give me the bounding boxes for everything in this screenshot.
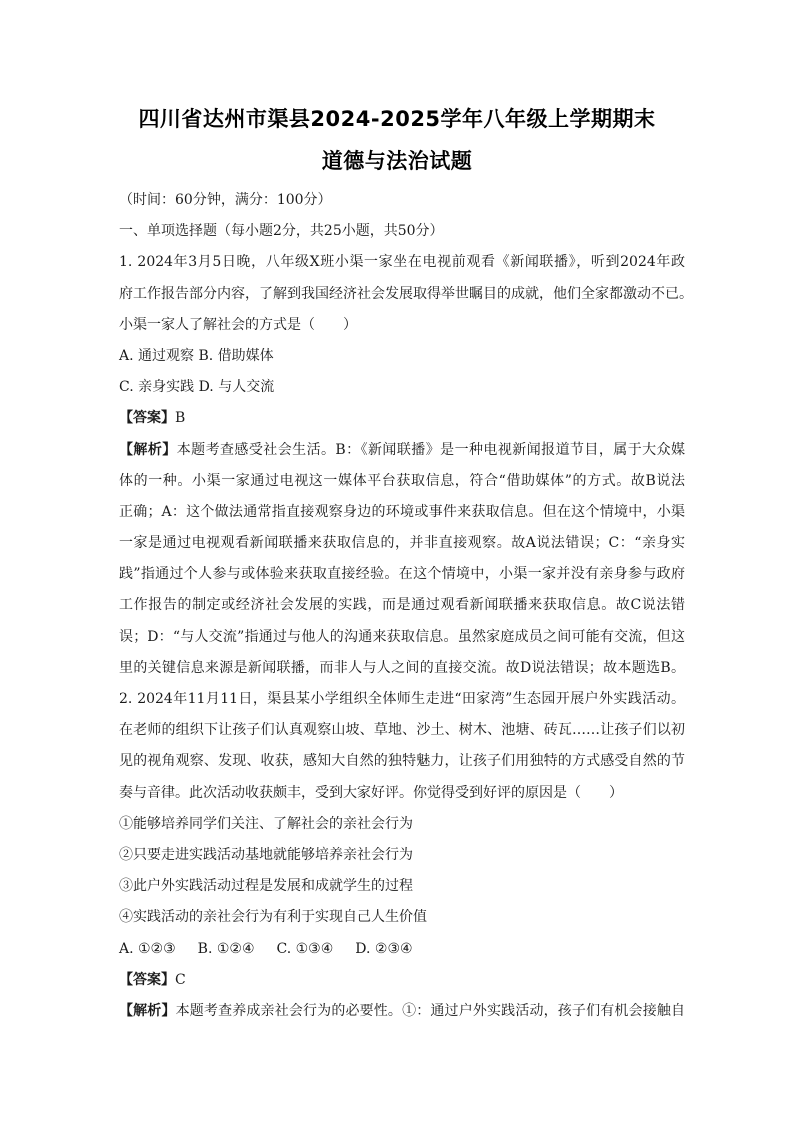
q2-statement: ④实践活动的亲社会行为有利于实现自己人生价值 (119, 909, 427, 926)
answer-label: 【答案】 (119, 971, 175, 988)
q2-stem-line: 在老师的组织下让孩子们认真观察山坡、草地、沙土、树木、池塘、砖瓦……让孩子们以初 (119, 722, 685, 739)
q1-analysis-line: 一家是通过电视观看新闻联播来获取信息的，并非直接观察。故A说法错误；C：“亲身实 (119, 535, 685, 552)
section-title: 一、单项选择题（每小题2分，共25小题，共50分） (119, 223, 444, 240)
answer-value: B (175, 410, 186, 427)
q2-option-c: C. ①③④ (276, 940, 334, 957)
q2-statement: ③此户外实践活动过程是发展和成就学生的过程 (119, 878, 413, 895)
q2-statement: ②只要走进实践活动基地就能够培养亲社会行为 (119, 846, 413, 863)
analysis-text: 本题考查感受社会生活。B：《新闻联播》是一种电视新闻报道节目，属于大众媒 (176, 441, 685, 458)
q1-analysis-line: 工作报告的制定或经济社会发展的实践，而是通过观看新闻联播来获取信息。故C说法错 (119, 597, 685, 614)
q1-analysis-line: 体的一种。小渠一家通过电视这一媒体平台获取信息，符合“借助媒体”的方式。故B说法 (119, 472, 685, 489)
analysis-text: 本题考查养成亲社会行为的必要性。①：通过户外实践活动，孩子们有机会接触自 (175, 1002, 686, 1019)
document-title: 四川省达州市渠县2024-2025学年八年级上学期期末 (138, 107, 656, 131)
q2-stem-line: 奏与音律。此次活动收获颇丰，受到大家好评。你觉得受到好评的原因是（ ） (119, 784, 623, 801)
q2-option-a: A. ①②③ (119, 940, 176, 957)
document-body (119, 185, 693, 1027)
q2-statement: ①能够培养同学们关注、了解社会的亲社会行为 (119, 815, 413, 832)
q1-analysis-line: 里的关键信息来源是新闻联播，而非人与人之间的直接交流。故D说法错误；故本题选B。 (119, 659, 685, 676)
q1-options-line: C. 亲身实践 D. 与人交流 (119, 379, 275, 396)
analysis-label: 【解析】 (119, 441, 177, 458)
answer-label: 【答案】 (119, 410, 175, 427)
q2-stem-line: 2. 2024年11月11日，渠县某小学组织全体师生走进“田家湾”生态园开展户外实践活动。 (119, 691, 685, 707)
q1-stem-line: 1. 2024年3月5日晚，八年级X班小渠一家坐在电视前观看《新闻联播》，听到2024年政 (119, 254, 685, 271)
answer-value: C (175, 971, 186, 988)
q1-stem-line: 小渠一家人了解社会的方式是（ ） (119, 316, 357, 333)
q1-options-line: A. 通过观察 B. 借助媒体 (119, 347, 274, 364)
exam-info: （时间：60分钟，满分：100分） (119, 192, 332, 208)
q1-answer (119, 403, 685, 434)
q1-analysis-line (119, 435, 685, 466)
q1-analysis-line: 误；D：“与人交流”指通过与他人的沟通来获取信息。虽然家庭成员之间可能有交流，但这 (119, 628, 685, 645)
q2-stem-line: 见的视角观察、发现、收获，感知大自然的独特魅力，让孩子们用独特的方式感受自然的节 (119, 753, 685, 770)
analysis-label: 【解析】 (119, 1002, 176, 1019)
q1-analysis-line: 正确；A：这个做法通常指直接观察身边的环境或事件来获取信息。但在这个情境中，小渠 (119, 503, 685, 520)
q1-analysis-line: 践”指通过个人参与或体验来获取直接经验。在这个情境中，小渠一家并没有亲身参与政府 (119, 566, 685, 583)
q2-options (119, 934, 685, 965)
q2-analysis-line (119, 996, 685, 1027)
q2-option-d: D. ②③④ (355, 940, 413, 957)
q2-answer (119, 965, 685, 996)
document-subtitle: 道德与法治试题 (321, 149, 473, 173)
q2-option-b: B. ①②④ (197, 940, 255, 957)
q1-stem-line: 府工作报告部分内容，了解到我国经济社会发展取得举世瞩目的成就，他们全家都激动不已。 (119, 285, 693, 302)
